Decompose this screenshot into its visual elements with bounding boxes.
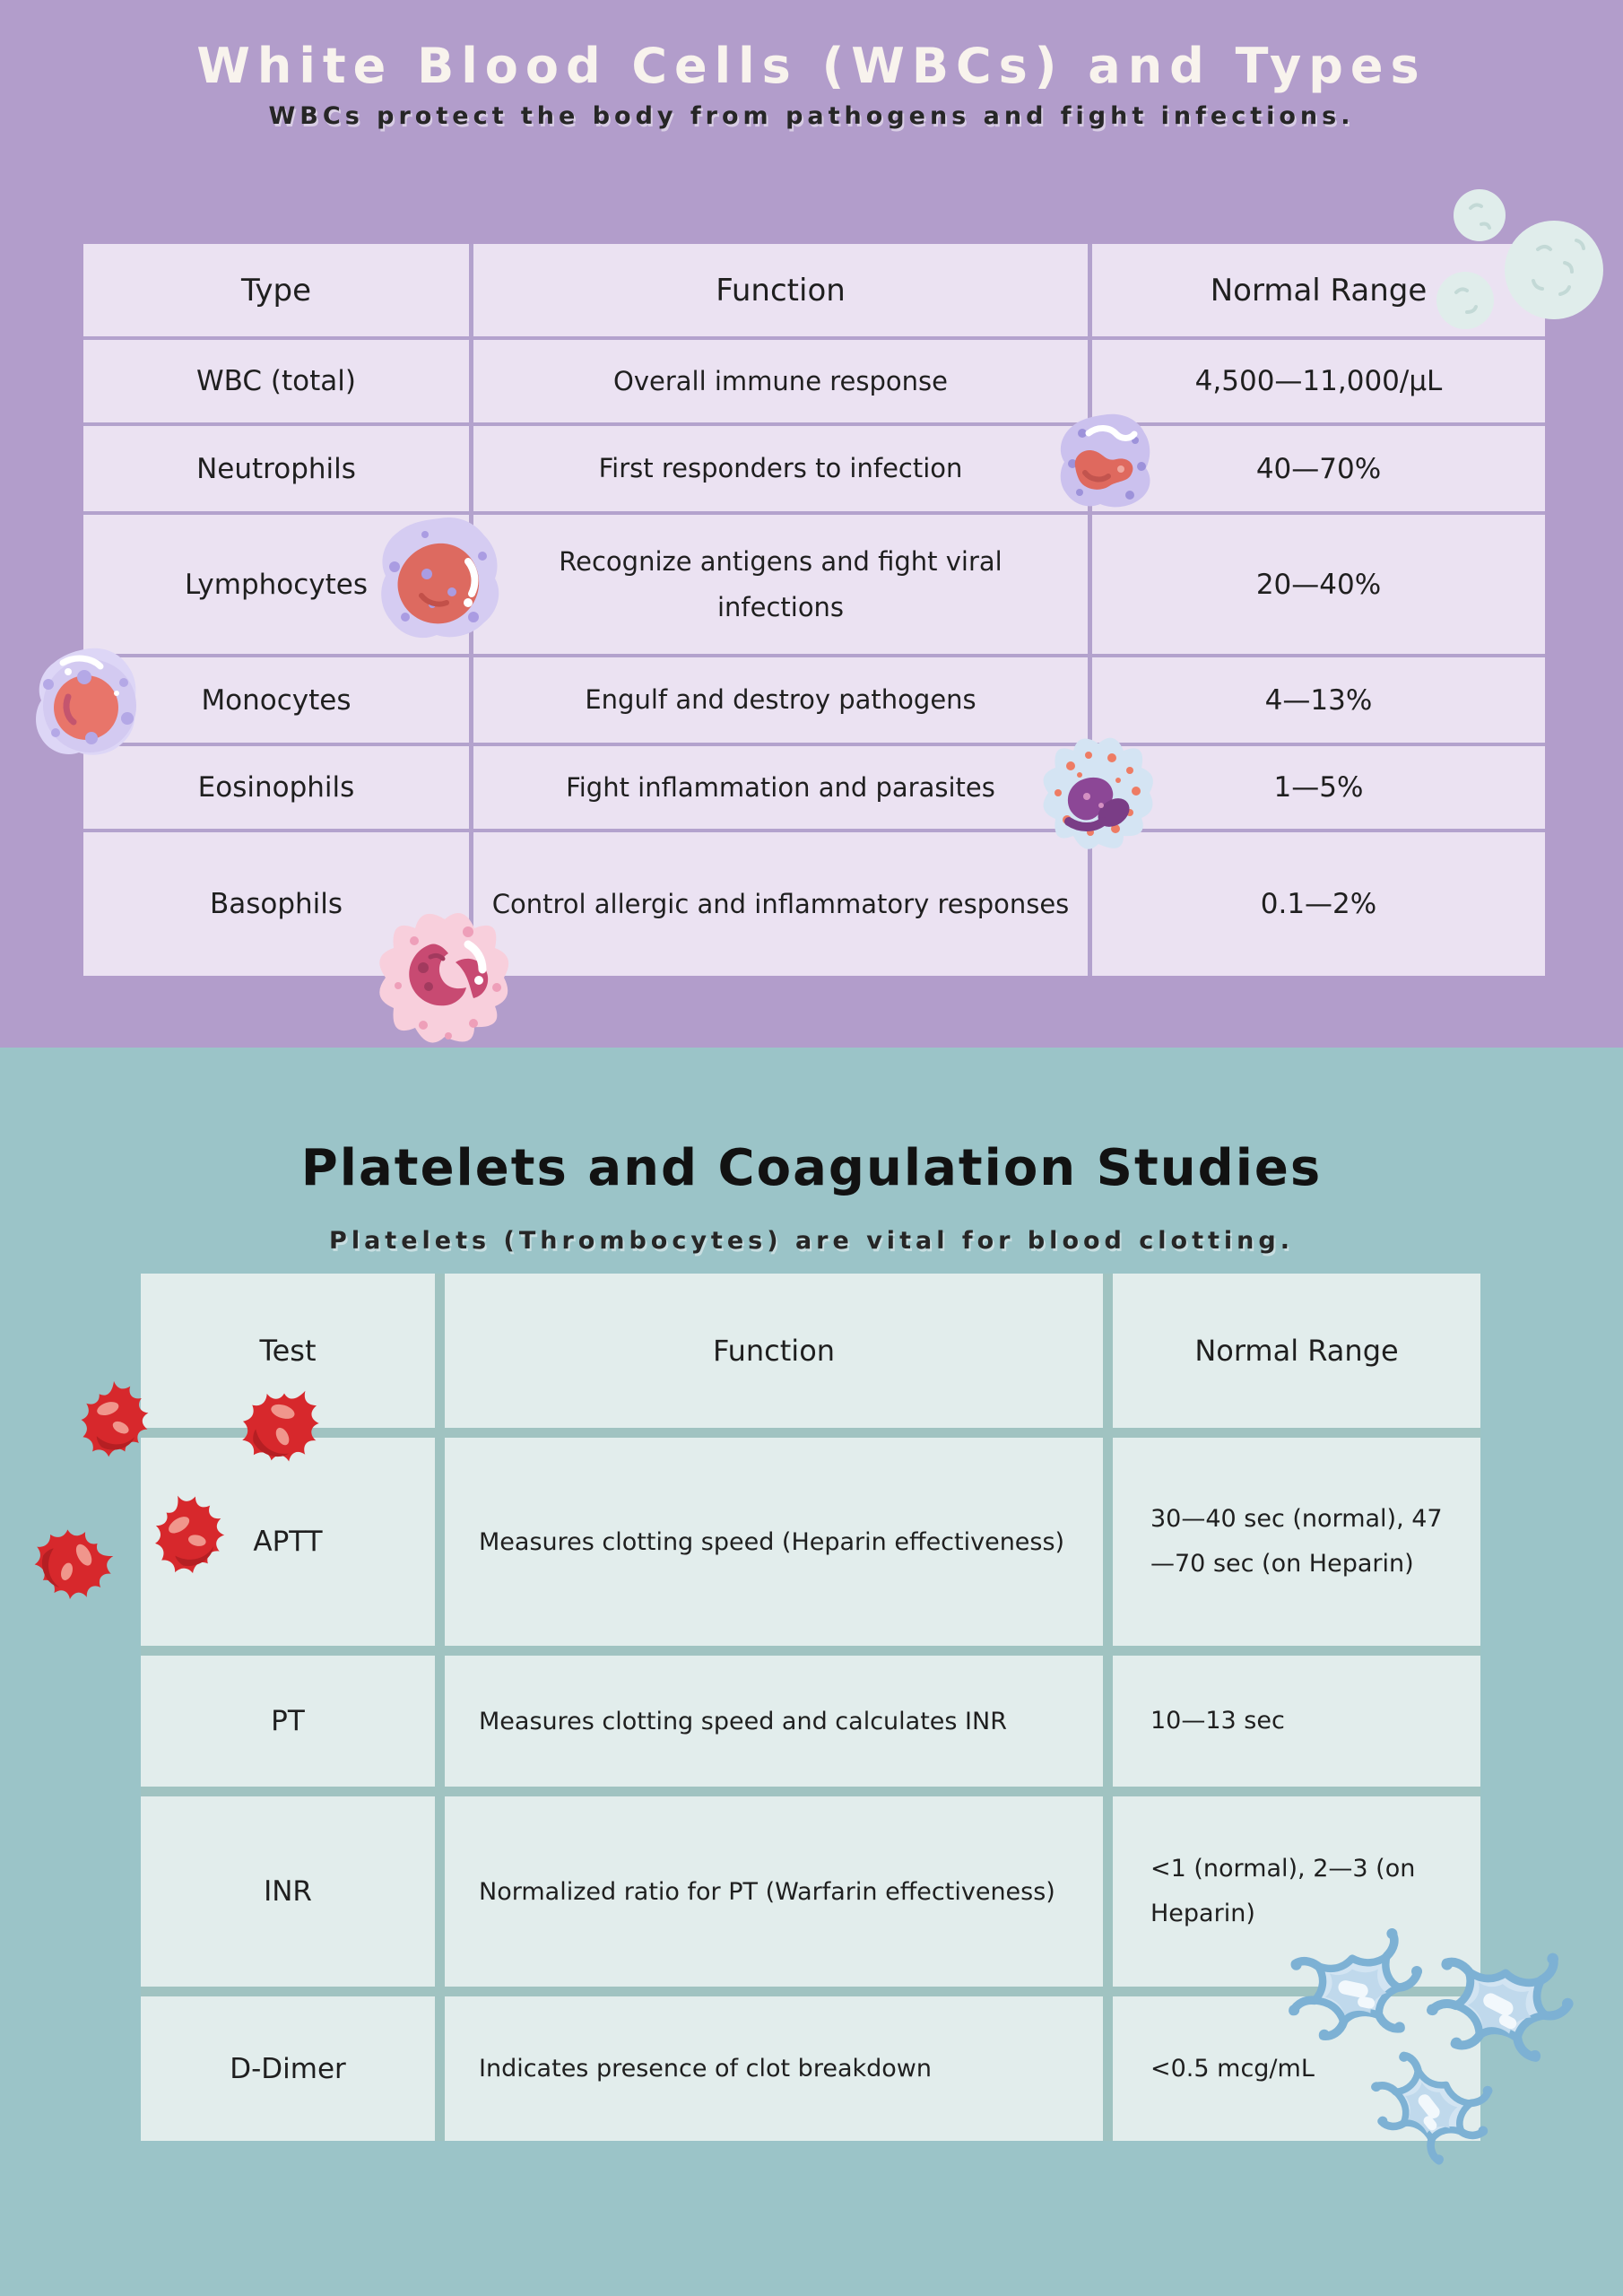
coag-header-function: Function bbox=[445, 1274, 1103, 1428]
wbc-row-neutrophils-type: Neutrophils bbox=[83, 426, 469, 511]
wbc-row-lymphocytes-range: 20—40% bbox=[1092, 515, 1545, 654]
coag-row-aptt-test: APTT bbox=[141, 1438, 435, 1646]
neutrophil-cell-icon bbox=[1049, 410, 1166, 526]
coag-row-ddimer-range: <0.5 mcg/mL bbox=[1113, 1996, 1480, 2141]
wbc-row-lymphocytes-function bbox=[473, 515, 1088, 654]
wbc-header-type: Type bbox=[83, 244, 469, 336]
coag-header-test: Test bbox=[141, 1274, 435, 1428]
eosinophil-cell-icon bbox=[1033, 728, 1163, 858]
wbc-row-monocytes-function: Engulf and destroy pathogens bbox=[473, 657, 1088, 743]
wbc-row-basophils-function: Control allergic and inflammatory responses bbox=[473, 832, 1088, 976]
coag-row-pt-function: Measures clotting speed and calculates INR bbox=[445, 1656, 1103, 1787]
white-blood-cell-cluster-icon bbox=[1417, 178, 1619, 361]
coag-row-ddimer-function: Indicates presence of clot breakdown bbox=[445, 1996, 1103, 2141]
wbc-row-eosinophils-function: Fight inflammation and parasites bbox=[473, 746, 1088, 829]
coag-row-inr-function: Normalized ratio for PT (Warfarin effectiveness) bbox=[445, 1796, 1103, 1987]
wbc-row-total-type: WBC (total) bbox=[83, 340, 469, 422]
coag-header-range: Normal Range bbox=[1113, 1274, 1480, 1428]
wbc-row-neutrophils-function: First responders to infection bbox=[473, 426, 1088, 511]
platelets-section-subtitle: Platelets (Thrombocytes) are vital for blood clotting. bbox=[329, 1227, 1294, 1255]
wbc-row-basophils-range: 0.1—2% bbox=[1092, 832, 1545, 976]
coagulation-table bbox=[141, 1274, 1480, 2141]
wbc-row-total-function: Overall immune response bbox=[473, 340, 1088, 422]
wbc-row-monocytes-type: Monocytes bbox=[83, 657, 469, 743]
wbc-row-eosinophils-range: 1—5% bbox=[1092, 746, 1545, 829]
coag-row-inr-test: INR bbox=[141, 1796, 435, 1987]
wbc-row-monocytes-range: 4—13% bbox=[1092, 657, 1545, 743]
monocyte-cell-icon bbox=[27, 643, 152, 769]
coag-row-pt-range: 10—13 sec bbox=[1113, 1656, 1480, 1787]
basophil-cell-icon bbox=[368, 901, 520, 1054]
wbc-row-lymphocytes-type: Lymphocytes bbox=[83, 515, 469, 654]
wbc-row-eosinophils-type: Eosinophils bbox=[83, 746, 469, 829]
wbc-section-title: White Blood Cells (WBCs) and Types bbox=[196, 38, 1427, 94]
platelet-icon bbox=[21, 1511, 125, 1615]
wbc-row-neutrophils-range: 40—70% bbox=[1092, 426, 1545, 511]
wbc-header-function: Function bbox=[473, 244, 1088, 336]
wbc-header-range: Normal Range bbox=[1092, 244, 1545, 336]
coag-row-inr-range: <1 (normal), 2—3 (on Heparin) bbox=[1113, 1796, 1480, 1987]
platelet-icon bbox=[71, 1378, 157, 1464]
wbc-row-total-range: 4,500—11,000/μL bbox=[1092, 340, 1545, 422]
coag-row-aptt-range: 30—40 sec (normal), 47—70 sec (on Heparin) bbox=[1113, 1438, 1480, 1646]
wbc-section-subtitle: WBCs protect the body from pathogens and fight infections. bbox=[268, 102, 1355, 130]
wbc-types-table bbox=[83, 244, 1545, 976]
wbc-row-lymphocytes-function-text: Recognize antigens and fight viral infections bbox=[559, 545, 1002, 622]
wbc-row-basophils-type: Basophils bbox=[83, 832, 469, 976]
coag-row-ddimer-test: D-Dimer bbox=[141, 1996, 435, 2141]
coag-row-aptt-function: Measures clotting speed (Heparin effectiveness) bbox=[445, 1438, 1103, 1646]
platelets-section-title: Platelets and Coagulation Studies bbox=[300, 1139, 1323, 1197]
coag-row-pt-test: PT bbox=[141, 1656, 435, 1787]
lymphocyte-cell-icon bbox=[368, 511, 511, 655]
